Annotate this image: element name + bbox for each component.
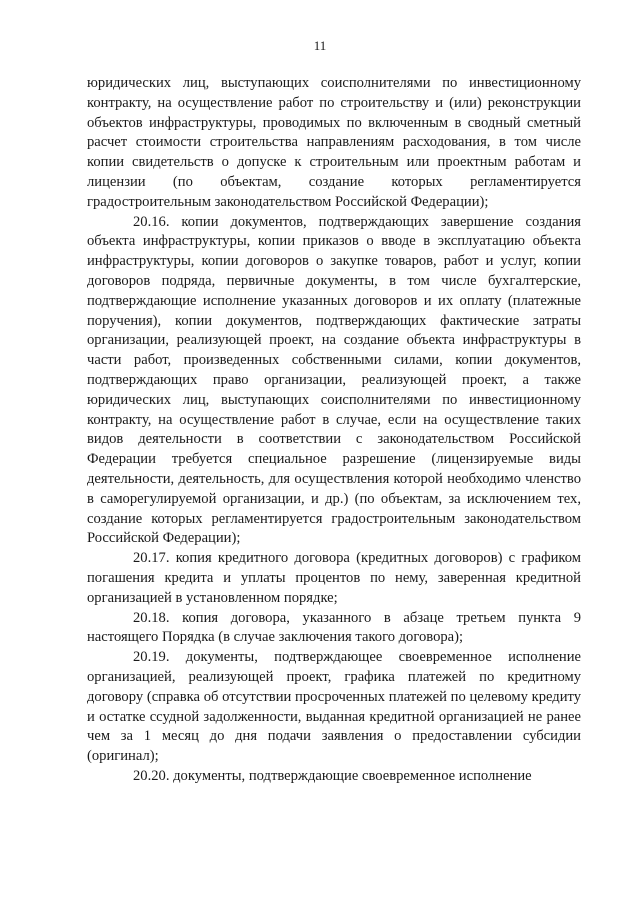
paragraph-item-20-20: 20.20. документы, подтверждающие своевременное исполнение (133, 767, 532, 784)
document-body (87, 74, 581, 787)
paragraph-item-20-16: 20.16. копии документов, подтверждающих завершение создания объекта инфраструктуры, копии приказов о вводе в эксплуатацию объекта инфраструктуры, копии договоров о закупке товаров, работ и услуг, копии договоров подряда, первичные документы, в том числе бухгалтерские, подтверждающие исполнение указанных договоров и их оплату (платежные поручения), копии документов, подтверждающих фактические затраты организации, реализующей проект, на создание объекта инфраструктуры в части работ, произведенных собственными силами, копии документов, подтверждающих право организации, реализующей проект, а также юридических лиц, выступающих соисполнителями по инвестиционному контракту, на осуществление работ в случае, если на осуществление таких видов деятельности в соответствии с законодательством Российской Федерации требуется специальное разрешение (лицензируемые виды деятельности, деятельность, для осуществления которой необходимо членство в саморегулируемой организации, и др.) (по объектам, за исключением тех, создание которых регламентируется градостроительным законодательством Российской Федерации); (87, 213, 581, 547)
paragraph-item-20-19: 20.19. документы, подтверждающее своевременное исполнение организацией, реализующей проект, графика платежей по кредитному договору (справка об отсутствии просроченных платежей по целевому кредиту и остатке ссудной задолженности, выданная кредитной организацией не ранее чем за 1 месяц до дня подачи заявления о предоставлении субсидии (оригинал); (87, 649, 581, 765)
paragraph-item-20-17: 20.17. копия кредитного договора (кредитных договоров) с графиком погашения кредита и уплаты процентов по нему, заверенная кредитной организацией в установленном порядке; (87, 550, 581, 606)
page-number: 11 (313, 38, 327, 53)
paragraph-item-20-18: 20.18. копия договора, указанного в абзаце третьем пункта 9 настоящего Порядка (в случае заключения такого договора); (87, 609, 581, 646)
paragraph-continuation: юридических лиц, выступающих соисполнителями по инвестиционному контракту, на осуществление работ по строительству и (или) реконструкции объектов инфраструктуры, проводимых по включенным в сводный сметный расчет стоимости строительства направлениям расходования, в том числе копии свидетельств о допуске к строительным или проектным работам и лицензии (по объектам, создание которых регламентируется градостроительным законодательством Российской Федерации); (87, 75, 581, 210)
